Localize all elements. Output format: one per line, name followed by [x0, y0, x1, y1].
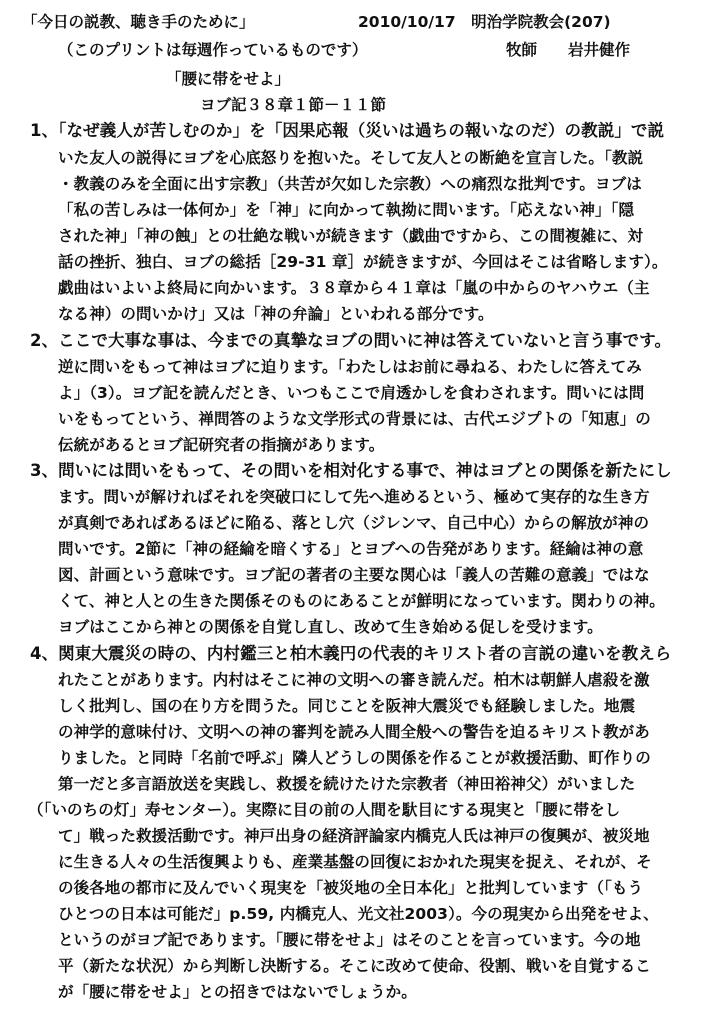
- text-line: 第一だと多言語放送を実践し、救援を続けたけた宗教者（神田裕神父）がいました: [58, 775, 636, 793]
- paragraph-1-start: 1、「なぜ義人が苦しむのか」を「因果応報（災いは過ちの報いなのだ）の教説」で説: [30, 121, 665, 140]
- sermon-theme: 「腰に帯をせよ」: [166, 70, 291, 88]
- handout-series-title: 「今日の説教、聴き手のために」: [22, 13, 255, 31]
- text-line: 「私の苦しみは一体何か」を「神」に向かって執拗に問います。「応えない神」「隠: [58, 201, 635, 219]
- text-line: が真剣であればあるほどに陥る、落とし穴（ジレンマ、自己中心）からの解放が神の: [58, 514, 650, 532]
- text-line: 逆に問いをもって神はヨブに迫ります。「わたしはお前に尋ねる、わたしに答えてみ: [58, 358, 642, 376]
- paragraph-4-start: 4、関東大震災の時の、内村鑑三と柏木義円の代表的キリスト者の言説の違いを教えら: [30, 644, 672, 663]
- text-line: よ」（3）。ヨブ記を読んだとき、いつもここで肩透かしを食わされます。問いには問: [58, 384, 645, 402]
- text-line: 戯曲はいよいよ終局に向かいます。３８章から４１章は「嵐の中からのヤハウエ（主: [58, 279, 650, 297]
- text-line: 話の挫折、独白、ヨブの総括［29-31 章］が続きますが、今回はそこは省略します）。: [58, 253, 668, 271]
- text-line: 平（新たな状況）から判断し決断する。そこに改めて使命、役割、戦いを自覚するこ: [58, 957, 651, 975]
- text-line: りました。と同時「名前で呼ぶ」隣人どうしの関係を作ることが救援活動、町作りの: [58, 749, 651, 767]
- date-and-church: 2010/10/17 明治学院教会(207): [358, 13, 611, 31]
- text-line: 図、計画という意味です。ヨブ記の著者の主要な関心は「義人の苦難の意義」ではな: [58, 566, 650, 584]
- text-line: ひとつの日本は可能だ」p.59, 内橋克人、光文社2003）。今の現実から出発をせよ、: [58, 905, 659, 923]
- text-line: （「いのちの灯」寿センター）。実際に目の前の人間を馱目にする現実と「腰に帯をし: [28, 801, 621, 819]
- text-line: ヨブはここから神との関係を自覚し直し、改めて生き始める促しを受けます。: [58, 618, 603, 636]
- text-line: の神学的意味付け、文明への神の審判を読み人間全般への警告を迫るキリスト教があ: [58, 723, 650, 741]
- text-line: された神」「神の蝕」との壮絶な戦いが続きます（戯曲ですから、この間複雑に、対: [58, 227, 644, 245]
- pastor-name: 牧師 岩井健作: [506, 41, 631, 59]
- text-line: に生きる人々の生活復興よりも、産業基盤の回復におかれた現実を捉え、それが、そ: [58, 853, 652, 871]
- text-line: なる神）の問いかけ」又は「神の弁論」といわれる部分です。: [58, 305, 494, 323]
- text-line: ます。問いが解ければそれを突破口にして先へ進めるという、極めて実存的な生き方: [58, 488, 650, 506]
- text-line: れたことがあります。内村はそこに神の文明への審き読んだ。柏木は朝鮮人虐殺を激: [58, 671, 650, 689]
- text-line: 問いです。2節に「神の経綸を暗くする」とヨブへの告発があります。経綸は神の意: [58, 540, 644, 558]
- handout-note: （このプリントは毎週作っているものです）: [58, 41, 368, 59]
- text-line: いた友人の説得にヨブを心底怒りを抱いた。そして友人との断絶を宣言した。「教説: [58, 149, 644, 167]
- text-line: の後各地の都市に及んでいく現実を「被災地の全日本化」と批判しています（「もう: [58, 879, 644, 897]
- text-line: いをもってという、禅問答のような文学形式の背景には、古代エジプトの「知恵」の: [58, 410, 651, 428]
- text-line: て」戦った救援活動です。神戸出身の経済評論家内橋克人氏は神戸の復興が、被災地: [58, 827, 650, 845]
- text-line: というのがヨブ記であります。「腰に帯をせよ」はそのことを言っています。今の地: [58, 931, 641, 949]
- text-line: 伝統があるとヨブ記研究者の指摘があります。: [58, 436, 385, 454]
- scripture-passage: ヨブ記３８章１節－１１節: [200, 96, 387, 114]
- paragraph-3-start: 3、問いには問いをもって、その問いを相対化する事で、神はヨブとの関係を新たにし: [30, 461, 672, 480]
- text-line: くて、神と人との生きた関係そのものにあることが鮮明になっています。関わりの神。: [58, 592, 665, 610]
- paragraph-2-start: 2、ここで大事な事は、今までの真摯なヨブの問いに神は答えていないと言う事です。: [30, 331, 672, 350]
- text-line: が「腰に帯をせよ」との招きではないでしょうか。: [58, 983, 417, 1001]
- text-line: しく批判し、国の在り方を問うた。同じことを阪神大震災でも経験しました。地震: [58, 697, 636, 715]
- text-line: ・教義のみを全面に出す宗教」（共苦が欠如した宗教）への痛烈な批判です。ヨブは: [58, 175, 642, 193]
